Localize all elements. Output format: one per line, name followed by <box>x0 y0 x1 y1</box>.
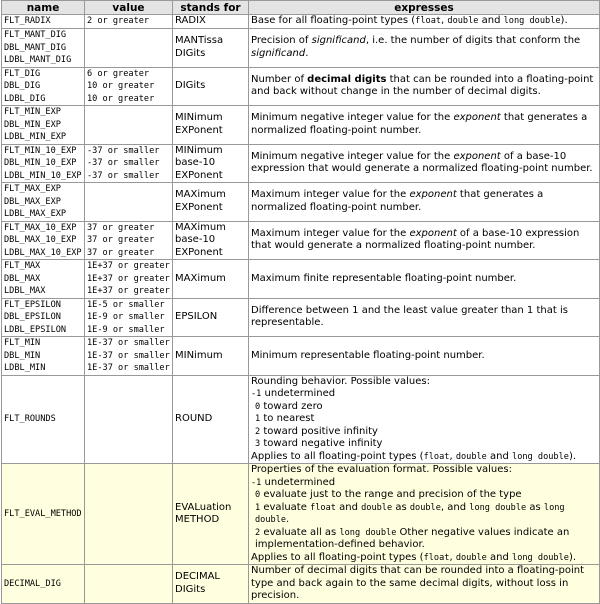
macro-name: DBL_MAX_EXP <box>4 196 61 207</box>
macro-name: DBL_DIG <box>4 81 41 91</box>
expresses-cell <box>249 144 600 183</box>
macro-name-cell <box>2 565 85 604</box>
expresses-cell <box>249 106 600 145</box>
table-row <box>2 337 600 376</box>
option-line <box>251 527 597 552</box>
option-line <box>251 388 597 401</box>
code-long-double: long double <box>255 502 565 525</box>
macro-name-cell <box>2 260 85 299</box>
macro-name-cell <box>2 375 85 464</box>
table-row <box>2 15 600 29</box>
term-exponent: exponent <box>453 112 501 124</box>
expresses-cell <box>249 298 600 337</box>
option-text: undetermined <box>261 388 336 399</box>
stands-for-text: MINimum <box>175 112 223 124</box>
option-text: evaluate <box>260 501 311 513</box>
macro-value: 37 or greater <box>87 222 155 233</box>
macro-name-cell <box>2 106 85 145</box>
value-cell <box>85 221 173 260</box>
expresses-text: . <box>305 47 309 59</box>
value-cell <box>85 106 173 145</box>
code-float: float <box>423 451 450 462</box>
macro-value: 1E+37 or greater <box>87 273 170 284</box>
expresses-text: Applies to all floating-point types ( <box>251 551 424 563</box>
option-text: toward zero <box>260 400 323 412</box>
option-code: -1 <box>251 477 262 488</box>
macro-name-cell <box>2 337 85 376</box>
stands-for-cell <box>173 298 249 337</box>
macro-value: 1E+37 or greater <box>87 261 170 271</box>
macro-name-cell <box>2 464 85 565</box>
table-row-highlighted <box>2 565 600 604</box>
macro-name: LDBL_MAX <box>4 286 46 296</box>
stands-for-cell <box>173 183 249 222</box>
macro-name: FLT_EVAL_METHOD <box>4 508 82 519</box>
option-text: evaluate all as <box>260 526 340 538</box>
macro-value: 10 or greater <box>87 93 155 104</box>
expresses-text: and <box>486 450 513 462</box>
stands-for-text: MAXimum <box>175 189 226 201</box>
expresses-text: , i.e. the number of digits that conform the <box>365 35 581 47</box>
expresses-cell <box>249 260 600 299</box>
stands-for-cell <box>173 15 249 29</box>
expresses-cell <box>249 565 600 604</box>
stands-for-text: MINimum <box>175 144 223 156</box>
stands-for-cell <box>173 464 249 565</box>
stands-for-text: EXPonent <box>175 201 223 213</box>
value-cell <box>85 183 173 222</box>
stands-for-text: MINimum <box>175 349 223 361</box>
expresses-text: Maximum finite representable floating-point number. <box>251 272 517 284</box>
macro-name: DBL_MAX_10_EXP <box>4 235 77 245</box>
macro-value: 6 or greater <box>87 68 150 79</box>
stands-for-text: EXPonent <box>175 124 223 136</box>
stands-for-cell <box>173 106 249 145</box>
expresses-cell <box>249 29 600 68</box>
stands-for-text: MAXimum <box>175 221 226 233</box>
option-code: 3 <box>255 439 261 449</box>
option-text: Other negative values indicate an implementation-defined behavior. <box>255 526 570 550</box>
macro-name-cell <box>2 183 85 222</box>
option-text: undetermined <box>261 476 336 488</box>
macro-value: 10 or greater <box>87 81 155 91</box>
macro-value: 37 or greater <box>87 247 155 258</box>
stands-for-cell <box>173 375 249 464</box>
macro-name: LDBL_MAX_EXP <box>4 209 67 219</box>
option-text: . <box>286 514 290 525</box>
float-limits-table <box>1 0 600 604</box>
macro-name: FLT_RADIX <box>4 16 51 27</box>
term-decimal-digits: decimal digits <box>307 73 387 85</box>
macro-name-cell <box>2 29 85 68</box>
macro-name: FLT_MIN_10_EXP <box>4 145 77 156</box>
expresses-text: Maximum integer value for the <box>251 189 410 201</box>
macro-name: FLT_MAX_EXP <box>4 184 61 194</box>
code-float: float <box>423 552 450 563</box>
expresses-intro: Properties of the evaluation format. Possible values: <box>251 464 512 475</box>
expresses-intro: Rounding behavior. Possible values: <box>251 375 430 387</box>
macro-name: LDBL_EPSILON <box>4 324 67 335</box>
option-line <box>251 401 597 414</box>
header-expresses: expresses <box>249 1 600 15</box>
expresses-text: and <box>486 551 513 563</box>
value-cell <box>85 67 173 106</box>
macro-value: -37 or smaller <box>87 158 160 168</box>
code-double: double <box>409 502 441 513</box>
macro-value: 1E-37 or smaller <box>87 350 170 361</box>
code-double: double <box>447 16 479 27</box>
macro-value: -37 or smaller <box>87 145 160 156</box>
option-text: evaluate just to the range and precision of the type <box>260 489 522 500</box>
expresses-text: ). <box>560 15 568 27</box>
option-text: toward positive infinity <box>260 425 378 437</box>
option-line <box>251 413 597 426</box>
term-exponent: exponent <box>453 150 501 162</box>
stands-for-text: RADIX <box>175 15 206 27</box>
value-cell <box>85 144 173 183</box>
stands-for-cell <box>173 337 249 376</box>
macro-name: DBL_MIN_EXP <box>4 119 61 130</box>
macro-name: DBL_MAX <box>4 273 41 284</box>
stands-for-cell <box>173 565 249 604</box>
macro-value: -37 or smaller <box>87 170 160 181</box>
expresses-cell <box>249 183 600 222</box>
option-text: as <box>392 501 410 513</box>
macro-name-cell <box>2 67 85 106</box>
stands-for-text: ROUND <box>175 413 213 424</box>
stands-for-text: MANTissa <box>175 35 224 47</box>
value-cell <box>85 29 173 68</box>
expresses-text: Maximum integer value for the <box>251 227 410 239</box>
macro-name: DBL_MIN_10_EXP <box>4 158 77 168</box>
code-float: float <box>310 502 336 513</box>
header-value: value <box>85 1 173 15</box>
option-text: , and <box>440 501 470 513</box>
value-cell <box>85 565 173 604</box>
code-float: float <box>415 16 442 27</box>
option-line <box>251 426 597 439</box>
table-row <box>2 67 600 106</box>
expresses-text: that generates a normalized floating-point number. <box>251 189 544 213</box>
value-cell <box>85 15 173 29</box>
expresses-text: , <box>449 450 456 462</box>
code-long-double: long double <box>503 16 561 27</box>
expresses-text: and <box>478 15 504 27</box>
macro-name: FLT_MAX_10_EXP <box>4 222 77 233</box>
header-row <box>2 1 600 15</box>
expresses-text: of a base-10 expression that would generate a normalized floating-point number. <box>251 150 593 175</box>
header-name: name <box>2 1 85 15</box>
value-cell <box>85 260 173 299</box>
stands-for-text: EPSILON <box>175 311 218 322</box>
stands-for-cell <box>173 260 249 299</box>
table-row <box>2 144 600 183</box>
macro-name-cell <box>2 298 85 337</box>
table-row <box>2 106 600 145</box>
macro-name: LDBL_MIN <box>4 363 46 373</box>
header-stands-for: stands for <box>173 1 249 15</box>
macro-value: 1E+37 or greater <box>87 286 170 296</box>
stands-for-text: EXPonent <box>175 246 223 258</box>
option-code: -1 <box>251 389 262 399</box>
term-significand: significand <box>251 47 306 59</box>
macro-name-cell <box>2 15 85 29</box>
expresses-text: that can be rounded into a floating-point and back without change in the number of decimal digits. <box>251 73 594 98</box>
macro-name: DBL_EPSILON <box>4 312 61 322</box>
option-line <box>251 502 597 527</box>
expresses-outro <box>251 451 597 464</box>
option-code: 0 <box>255 490 261 500</box>
macro-name: DBL_MANT_DIG <box>4 42 67 53</box>
stands-for-text: base-10 <box>175 234 216 245</box>
macro-name: LDBL_MIN_10_EXP <box>4 170 82 181</box>
expresses-outro <box>251 552 597 565</box>
value-cell <box>85 375 173 464</box>
expresses-text: Applies to all floating-point types ( <box>251 450 424 462</box>
value-cell <box>85 337 173 376</box>
value-cell <box>85 298 173 337</box>
table-row <box>2 29 600 68</box>
stands-for-text: DIGits <box>175 47 206 59</box>
expresses-text: , <box>449 551 456 563</box>
macro-name: LDBL_MAX_10_EXP <box>4 247 82 258</box>
expresses-cell <box>249 67 600 106</box>
code-long-double: long double <box>512 451 569 462</box>
term-significand: significand <box>311 35 366 47</box>
table-row-highlighted <box>2 464 600 565</box>
macro-value: 37 or greater <box>87 235 155 245</box>
value-cell <box>85 464 173 565</box>
expresses-text: of a base-10 expression that would generate a normalized floating-point number. <box>251 227 580 252</box>
expresses-text: Number of decimal digits that can be rounded into a floating-point type and back again to the same decimal digits, without loss in precision. <box>251 565 585 601</box>
macro-name-cell <box>2 144 85 183</box>
expresses-text: Difference between 1 and the least value greater than 1 that is representable. <box>251 304 568 329</box>
expresses-cell <box>249 337 600 376</box>
table-row <box>2 221 600 260</box>
option-text: and <box>335 501 362 513</box>
macro-name-cell <box>2 221 85 260</box>
macro-value: 1E-37 or smaller <box>87 338 170 348</box>
code-long-double: long double <box>469 502 527 513</box>
macro-value: 2 or greater <box>87 16 150 27</box>
option-code: 1 <box>255 502 261 513</box>
macro-value: 1E-37 or smaller <box>87 363 170 373</box>
option-code: 0 <box>255 401 261 412</box>
macro-name: FLT_MIN_EXP <box>4 107 61 117</box>
term-exponent: exponent <box>409 227 457 239</box>
stands-for-cell <box>173 67 249 106</box>
macro-name: LDBL_DIG <box>4 93 46 104</box>
stands-for-cell <box>173 29 249 68</box>
macro-name: LDBL_MIN_EXP <box>4 132 67 142</box>
stands-for-text: DIGits <box>175 80 206 91</box>
stands-for-text: EVALuation <box>175 501 232 513</box>
stands-for-text: EXPonent <box>175 169 223 181</box>
expresses-cell <box>249 15 600 29</box>
expresses-text: that generates a normalized floating-point number. <box>251 112 588 136</box>
macro-name: FLT_MANT_DIG <box>4 30 67 40</box>
code-long-double: long double <box>339 527 397 538</box>
expresses-text: Minimum negative integer value for the <box>251 150 454 162</box>
option-code: 2 <box>255 426 261 437</box>
option-text: to nearest <box>260 413 315 424</box>
macro-name: FLT_DIG <box>4 68 41 79</box>
expresses-text: Base for all floating-point types ( <box>251 15 416 27</box>
macro-name: FLT_MAX <box>4 261 41 271</box>
expresses-text: , <box>441 15 448 27</box>
stands-for-cell <box>173 221 249 260</box>
expresses-cell <box>249 375 600 464</box>
table-row <box>2 260 600 299</box>
option-text: as <box>526 501 544 513</box>
stands-for-text: METHOD <box>175 514 220 525</box>
expresses-text: Minimum representable floating-point number. <box>251 349 485 361</box>
macro-name: DBL_MIN <box>4 350 41 361</box>
option-line <box>251 489 597 502</box>
table-row <box>2 375 600 464</box>
option-code: 1 <box>255 414 261 424</box>
stands-for-cell <box>173 144 249 183</box>
table-row <box>2 183 600 222</box>
option-line <box>251 477 597 490</box>
code-double: double <box>455 451 487 462</box>
stands-for-text: DECIMAL <box>175 571 220 583</box>
code-double: double <box>455 552 487 563</box>
macro-name: FLT_MIN <box>4 338 41 348</box>
expresses-text: ). <box>568 450 577 462</box>
macro-name: LDBL_MANT_DIG <box>4 55 72 65</box>
expresses-text: Minimum negative integer value for the <box>251 112 454 124</box>
macro-name: DECIMAL_DIG <box>4 578 61 589</box>
macro-value: 1E-5 or smaller <box>87 299 165 310</box>
term-exponent: exponent <box>409 189 457 201</box>
option-line <box>251 438 597 451</box>
code-double: double <box>361 502 393 513</box>
stands-for-text: base-10 <box>175 157 216 168</box>
option-code: 2 <box>255 527 261 538</box>
expresses-text: Precision of <box>251 35 312 47</box>
macro-name: FLT_EPSILON <box>4 299 61 310</box>
macro-value: 1E-9 or smaller <box>87 324 165 335</box>
expresses-cell <box>249 221 600 260</box>
expresses-text: ). <box>568 551 577 563</box>
expresses-cell <box>249 464 600 565</box>
table-row <box>2 298 600 337</box>
code-long-double: long double <box>512 552 569 563</box>
macro-name: FLT_ROUNDS <box>4 414 56 424</box>
stands-for-text: MAXimum <box>175 272 226 284</box>
expresses-text: Number of <box>251 73 308 85</box>
stands-for-text: DIGits <box>175 583 206 595</box>
option-text: toward negative infinity <box>260 438 383 449</box>
macro-value: 1E-9 or smaller <box>87 312 165 322</box>
